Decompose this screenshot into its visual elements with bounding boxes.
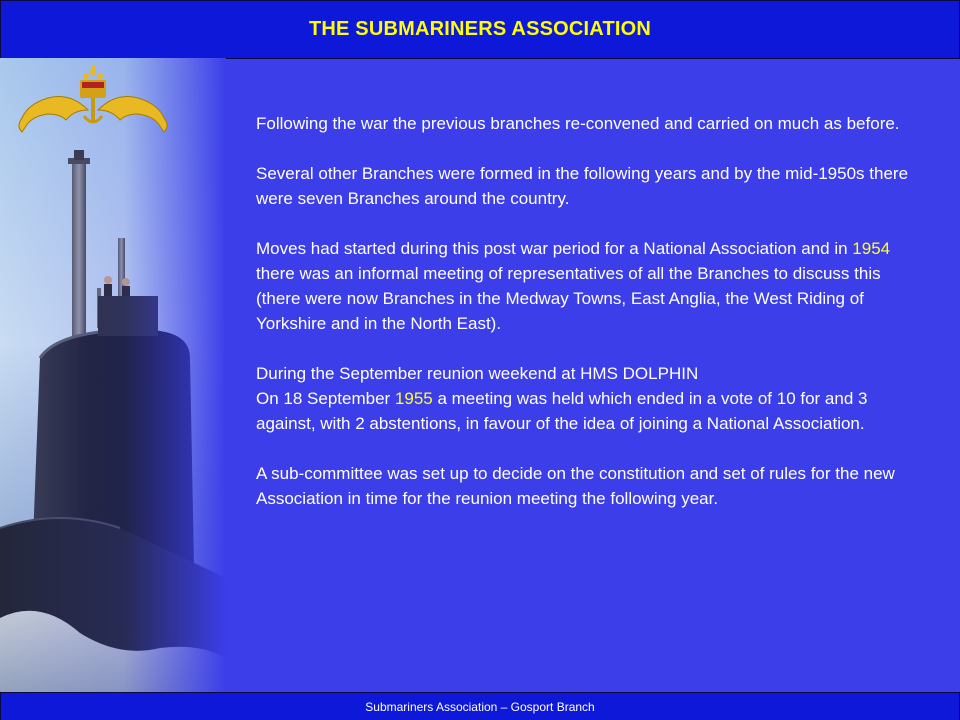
paragraph-1: Following the war the previous branches re-convened and carried on much as before. (256, 114, 900, 133)
paragraph-3-after: there was an informal meeting of representatives of all the Branches to discuss this (there were now Branches in the Medway Towns, East Anglia, the West Riding of Yorkshire and in the North East). (256, 264, 881, 333)
footer-text: Submariners Association – Gosport Branch (365, 699, 595, 714)
paragraph-3-before: Moves had started during this post war period for a National Association and in (256, 239, 853, 258)
page-title: THE SUBMARINERS ASSOCIATION (308, 18, 652, 40)
title-bar (0, 0, 960, 59)
paragraph-5: A sub-committee was set up to decide on the constitution and set of rules for the new Association in time for the reunion meeting the following year. (256, 464, 895, 508)
submarine-image (0, 58, 226, 692)
submarine-photo-panel (0, 58, 226, 692)
paragraph-4-after: a meeting was held which ended in a vote of 10 for and 3 against, with 2 abstentions, in favour of the idea of joining a National Association. (256, 389, 868, 433)
paragraph-4 (256, 361, 926, 436)
year-1954-highlight: 1954 (852, 239, 891, 258)
paragraph-3 (256, 236, 926, 336)
paragraph-4-line-1: During the September reunion weekend at HMS DOLPHIN (256, 364, 699, 383)
paragraph-4-before: On 18 September (256, 389, 395, 408)
footer-bar (0, 692, 960, 720)
year-1955-highlight: 1955 (394, 389, 433, 408)
paragraph-2: Several other Branches were formed in the following years and by the mid-1950s there were seven Branches around the country. (256, 164, 909, 208)
body-text (256, 111, 926, 511)
